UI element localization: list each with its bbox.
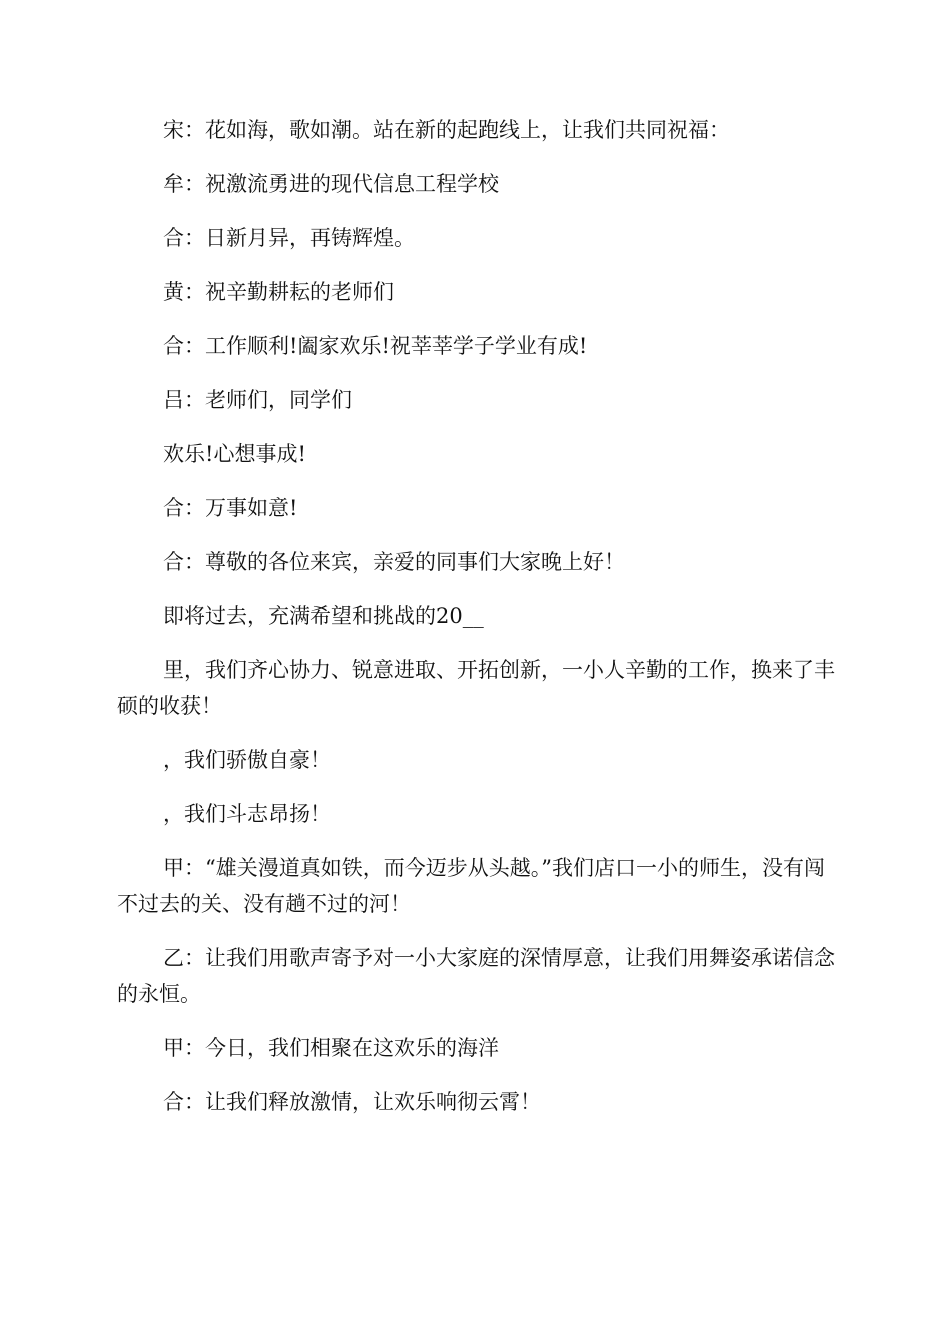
paragraph: 欢乐!心想事成!: [163, 442, 306, 466]
paragraph: 合：万事如意!: [163, 496, 298, 520]
paragraph: 合：日新月异，再铸辉煌。: [163, 226, 415, 250]
paragraph: 合：工作顺利!阖家欢乐!祝莘莘学子学业有成!: [163, 334, 588, 358]
paragraph: ，我们骄傲自豪！: [163, 748, 331, 772]
paragraph: 吕：老师们，同学们: [163, 388, 352, 412]
paragraph: 里，我们齐心协力、锐意进取、开拓创新，一小人辛勤的工作，换来了丰硕的收获！: [117, 658, 835, 718]
document-body: [117, 112, 835, 1138]
paragraph: 牟：祝激流勇进的现代信息工程学校: [163, 172, 499, 196]
paragraph: 甲：今日，我们相聚在这欢乐的海洋: [163, 1036, 499, 1060]
paragraph: 即将过去，充满希望和挑战的20__: [163, 604, 484, 628]
paragraph: 合：让我们释放激情，让欢乐响彻云霄！: [163, 1090, 541, 1114]
paragraph: 合：尊敬的各位来宾，亲爱的同事们大家晚上好！: [163, 550, 625, 574]
paragraph: 乙：让我们用歌声寄予对一小大家庭的深情厚意，让我们用舞姿承诺信念的永恒。: [117, 946, 835, 1006]
paragraph: ，我们斗志昂扬！: [163, 802, 331, 826]
paragraph: 黄：祝辛勤耕耘的老师们: [163, 280, 394, 304]
paragraph: 甲：“雄关漫道真如铁，而今迈步从头越。”我们店口一小的师生，没有闯不过去的关、没有趟不过的河！: [117, 856, 825, 916]
paragraph: 宋：花如海，歌如潮。站在新的起跑线上，让我们共同祝福：: [163, 118, 730, 142]
